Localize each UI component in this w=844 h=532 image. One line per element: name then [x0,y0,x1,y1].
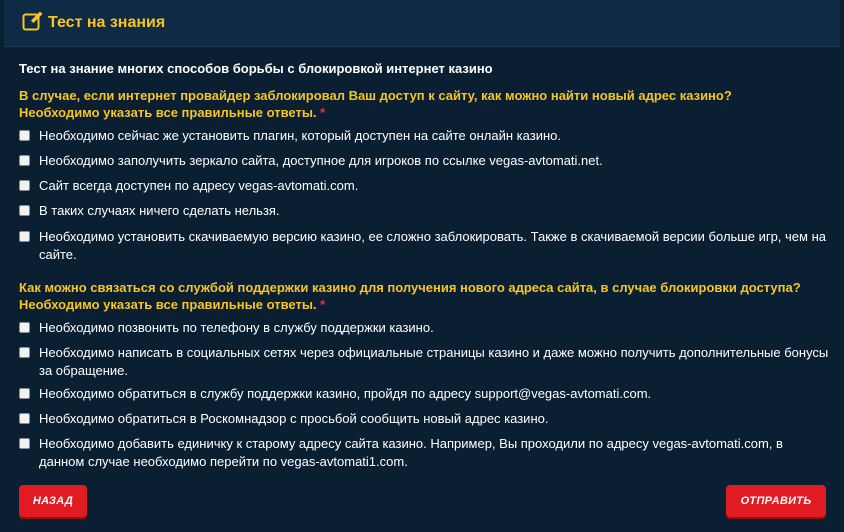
required-mark: * [320,105,326,120]
option-label: Необходимо позвонить по телефону в службу поддержки казино. [39,320,434,335]
option-label: Необходимо сейчас же установить плагин, который доступен на сайте онлайн казино. [39,128,561,143]
panel-header [4,0,840,47]
quiz-subtitle: Тест на знание многих способов борьбы с блокировкой интернет казино [19,61,493,76]
option-label: Необходимо добавить единичку к старому адресу сайта казино. Например, Вы проходили по адресу vegas-avtomati.com, в данном случае необходимо перейти по vegas-avtomati1.com. [39,436,783,469]
q1-option-4[interactable] [19,202,829,220]
option-label: В таких случаях ничего сделать нельзя. [39,203,280,218]
q2-option-2[interactable] [19,344,829,380]
q1-option-5[interactable] [19,228,829,264]
option-label: Необходимо написать в социальных сетях через официальные страницы казино и даже можно получить дополнительные бонусы за обращение. [39,345,829,378]
checkbox[interactable] [19,347,30,358]
checkbox[interactable] [19,180,30,191]
question-2-text: Как можно связаться со службой поддержки казино для получения нового адреса сайта, в случае блокировки доступа? Необходимо указать все правильные ответы. [19,280,801,312]
q1-option-2[interactable] [19,152,829,170]
checkbox[interactable] [19,438,30,449]
option-label: Сайт всегда доступен по адресу vegas-avtomati.com. [39,178,359,193]
page-title: Тест на знания [48,14,166,31]
submit-button[interactable]: ОТПРАВИТЬ [726,485,826,517]
checkbox[interactable] [19,388,30,399]
option-label: Необходимо установить скачиваемую версию казино, ее сложно заблокировать. Также в скачиваемой версии больше игр, чем на сайте. [39,229,826,262]
required-mark: * [320,297,326,312]
q2-option-5[interactable] [19,435,829,471]
option-label: Необходимо заполучить зеркало сайта, доступное для игроков по ссылке vegas-avtomati.net. [39,153,603,168]
q2-option-1[interactable] [19,319,829,337]
checkbox[interactable] [19,231,30,242]
back-button[interactable]: НАЗАД [19,485,87,517]
q2-option-3[interactable] [19,385,829,403]
checkbox[interactable] [19,130,30,141]
question-2 [19,279,809,313]
option-label: Необходимо обратиться в службу поддержки казино, пройдя по адресу support@vegas-avtomati.com. [39,386,652,401]
q1-option-3[interactable] [19,177,829,195]
checkbox[interactable] [19,413,30,424]
question-1-text: В случае, если интернет провайдер заблокировал Ваш доступ к сайту, как можно найти новый адрес казино? Необходимо указать все правильные ответы. [19,88,732,120]
edit-icon [22,10,44,32]
q2-option-4[interactable] [19,410,829,428]
q1-option-1[interactable] [19,127,829,145]
option-label: Необходимо обратиться в Роскомнадзор с просьбой сообщить новый адрес казино. [39,411,549,426]
checkbox[interactable] [19,155,30,166]
question-1 [19,87,809,121]
checkbox[interactable] [19,322,30,333]
checkbox[interactable] [19,205,30,216]
